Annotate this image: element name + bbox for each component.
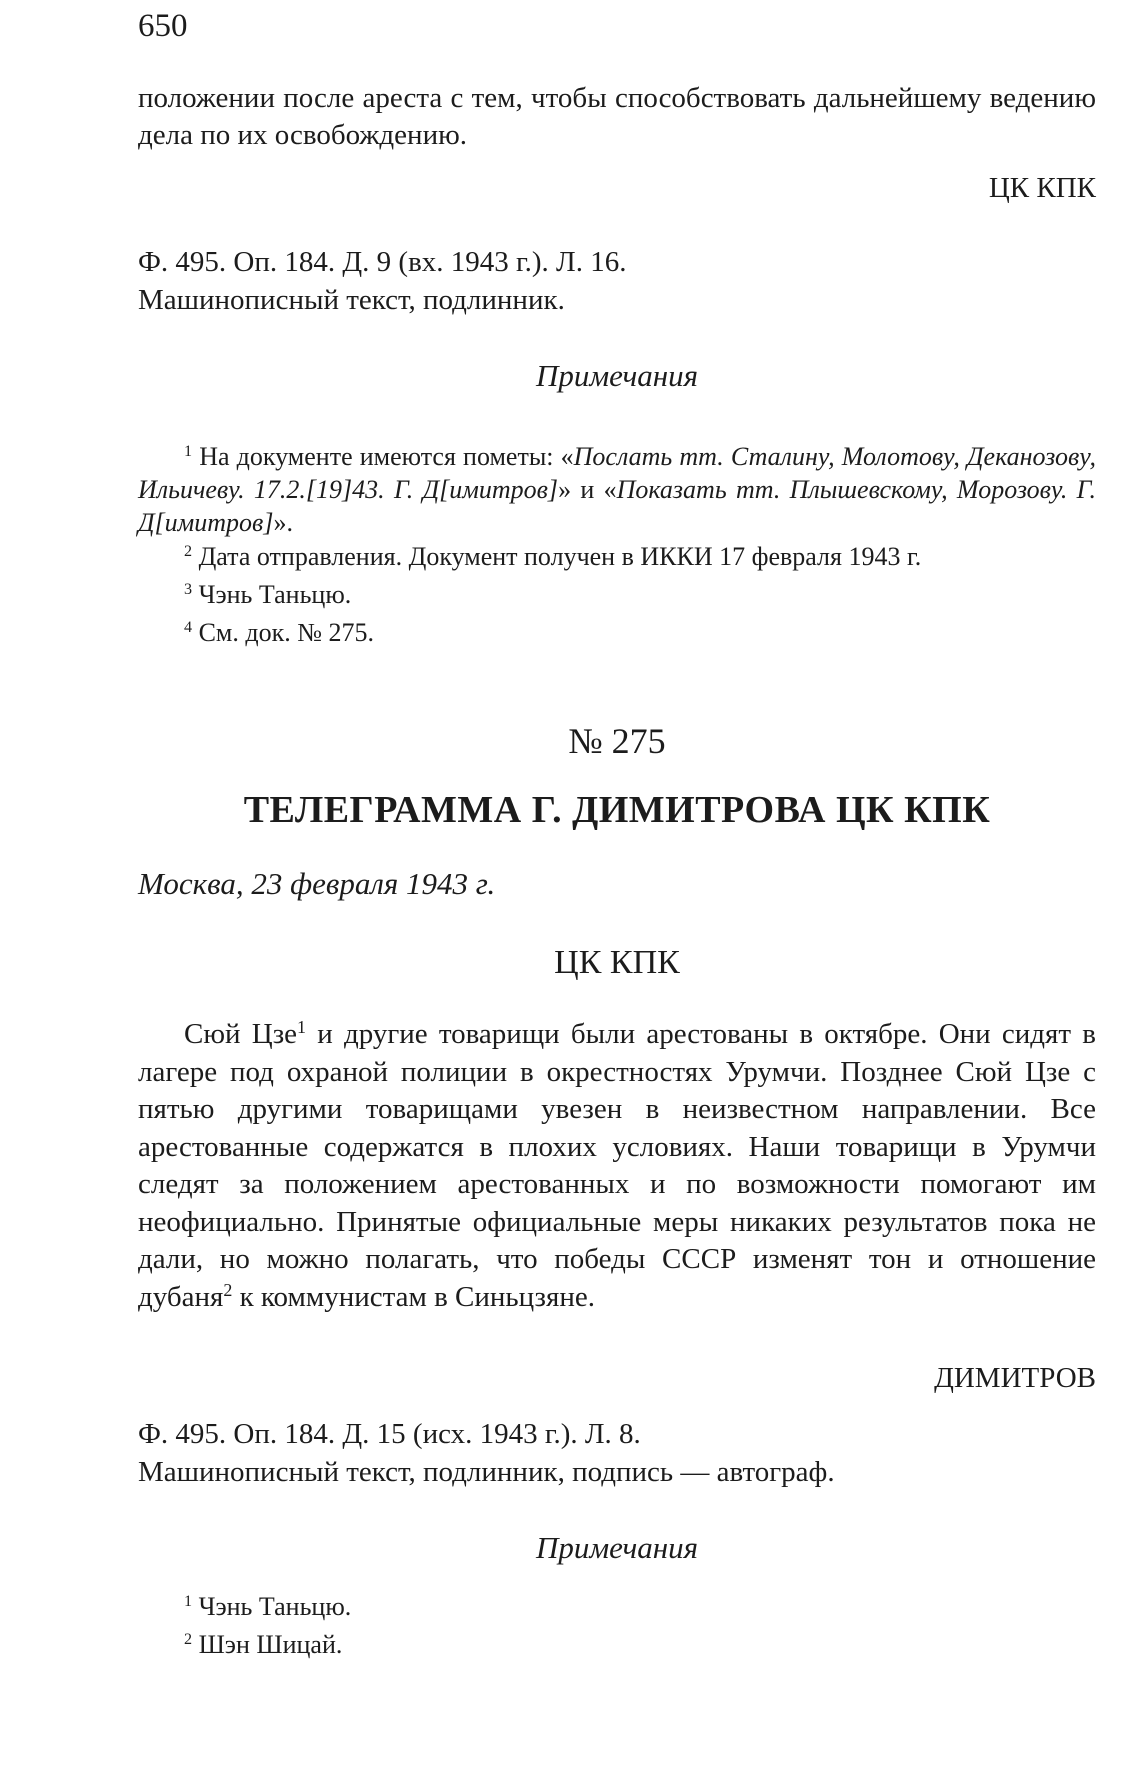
- notes-heading: Примечания: [535, 1530, 699, 1565]
- body-text: Сюй Цзе: [184, 1018, 298, 1050]
- document-title: ТЕЛЕГРАММА Г. ДИМИТРОВА ЦК КПК: [243, 789, 991, 831]
- note-text: Чэнь Таньцю.: [198, 1592, 352, 1621]
- note-quote: Показать тт. Плышевскому, Морозову. Г. Д[имитров]: [138, 475, 1096, 537]
- note-text: Шэн Шицай.: [198, 1630, 343, 1659]
- footnote-mark: 3: [184, 581, 193, 599]
- footnote-mark: 1: [297, 1017, 306, 1038]
- note-1: [184, 1590, 351, 1623]
- note-text: Дата отправления. Документ получен в ИККИ 17 февраля 1943 г.: [198, 542, 922, 571]
- note-text: См. док. № 275.: [198, 618, 375, 647]
- prev-signature: ЦК КПК: [988, 172, 1096, 204]
- footnote-mark: 1: [184, 443, 193, 461]
- footnote-mark: 2: [223, 1279, 233, 1300]
- footnote-mark: 2: [184, 1631, 193, 1649]
- note-text: ».: [273, 508, 293, 537]
- prev-doc-type: Машинописный текст, подлинник.: [138, 284, 565, 316]
- note-2: [184, 1628, 342, 1661]
- prev-archive-ref: Ф. 495. Оп. 184. Д. 9 (вх. 1943 г.). Л. 16.: [138, 246, 627, 278]
- addressee: ЦК КПК: [554, 944, 680, 981]
- note-quote: Послать тт. Сталину, Молотову, Деканозову, Ильичеву. 17.2.[19]43. Г. Д[имитров]: [138, 442, 1096, 504]
- body-text: и другие товарищи были арестованы в октябре. Они сидят в лагере под охраной полиции в окрестностях Урумчи. Позднее Сюй Цзе с пятью другими товарищами увезен в неизвестном направлении. Все арестованные содержатся в плохих условиях. Наши товарищи в Урумчи следят за положением арестованных и по возможности помогают им неофициально. Принятые официальные меры никаких результатов пока не дали, но можно полагать, что победы СССР изменят тон и отношение дубаня: [138, 1018, 1096, 1313]
- prev-note-3: [184, 578, 351, 611]
- footnote-mark: 4: [184, 619, 193, 637]
- telegram-body: [138, 1016, 1096, 1316]
- note-text: » и «: [558, 475, 617, 504]
- prev-notes-heading: Примечания: [535, 358, 699, 393]
- prev-note-1: [138, 440, 1096, 539]
- page-number: 650: [138, 8, 188, 44]
- place-date: Москва, 23 февраля 1943 г.: [138, 866, 496, 901]
- body-text: к коммунистам в Синьцзяне.: [232, 1280, 595, 1313]
- document-number: № 275: [568, 721, 666, 761]
- footnote-mark: 1: [184, 1593, 193, 1611]
- footnote-mark: 2: [184, 543, 193, 561]
- doc-type: Машинописный текст, подлинник, подпись — автограф.: [138, 1456, 835, 1488]
- note-text: Чэнь Таньцю.: [198, 580, 352, 609]
- note-text: На документе имеются пометы: «: [199, 442, 574, 471]
- prev-note-2: [184, 540, 921, 573]
- archive-ref: Ф. 495. Оп. 184. Д. 15 (исх. 1943 г.). Л. 8.: [138, 1418, 641, 1450]
- continuation-paragraph: положении после ареста с тем, чтобы способствовать дальнейшему ведению дела по их освобождению.: [138, 82, 1096, 151]
- signature: ДИМИТРОВ: [934, 1362, 1096, 1394]
- prev-note-4: [184, 616, 374, 649]
